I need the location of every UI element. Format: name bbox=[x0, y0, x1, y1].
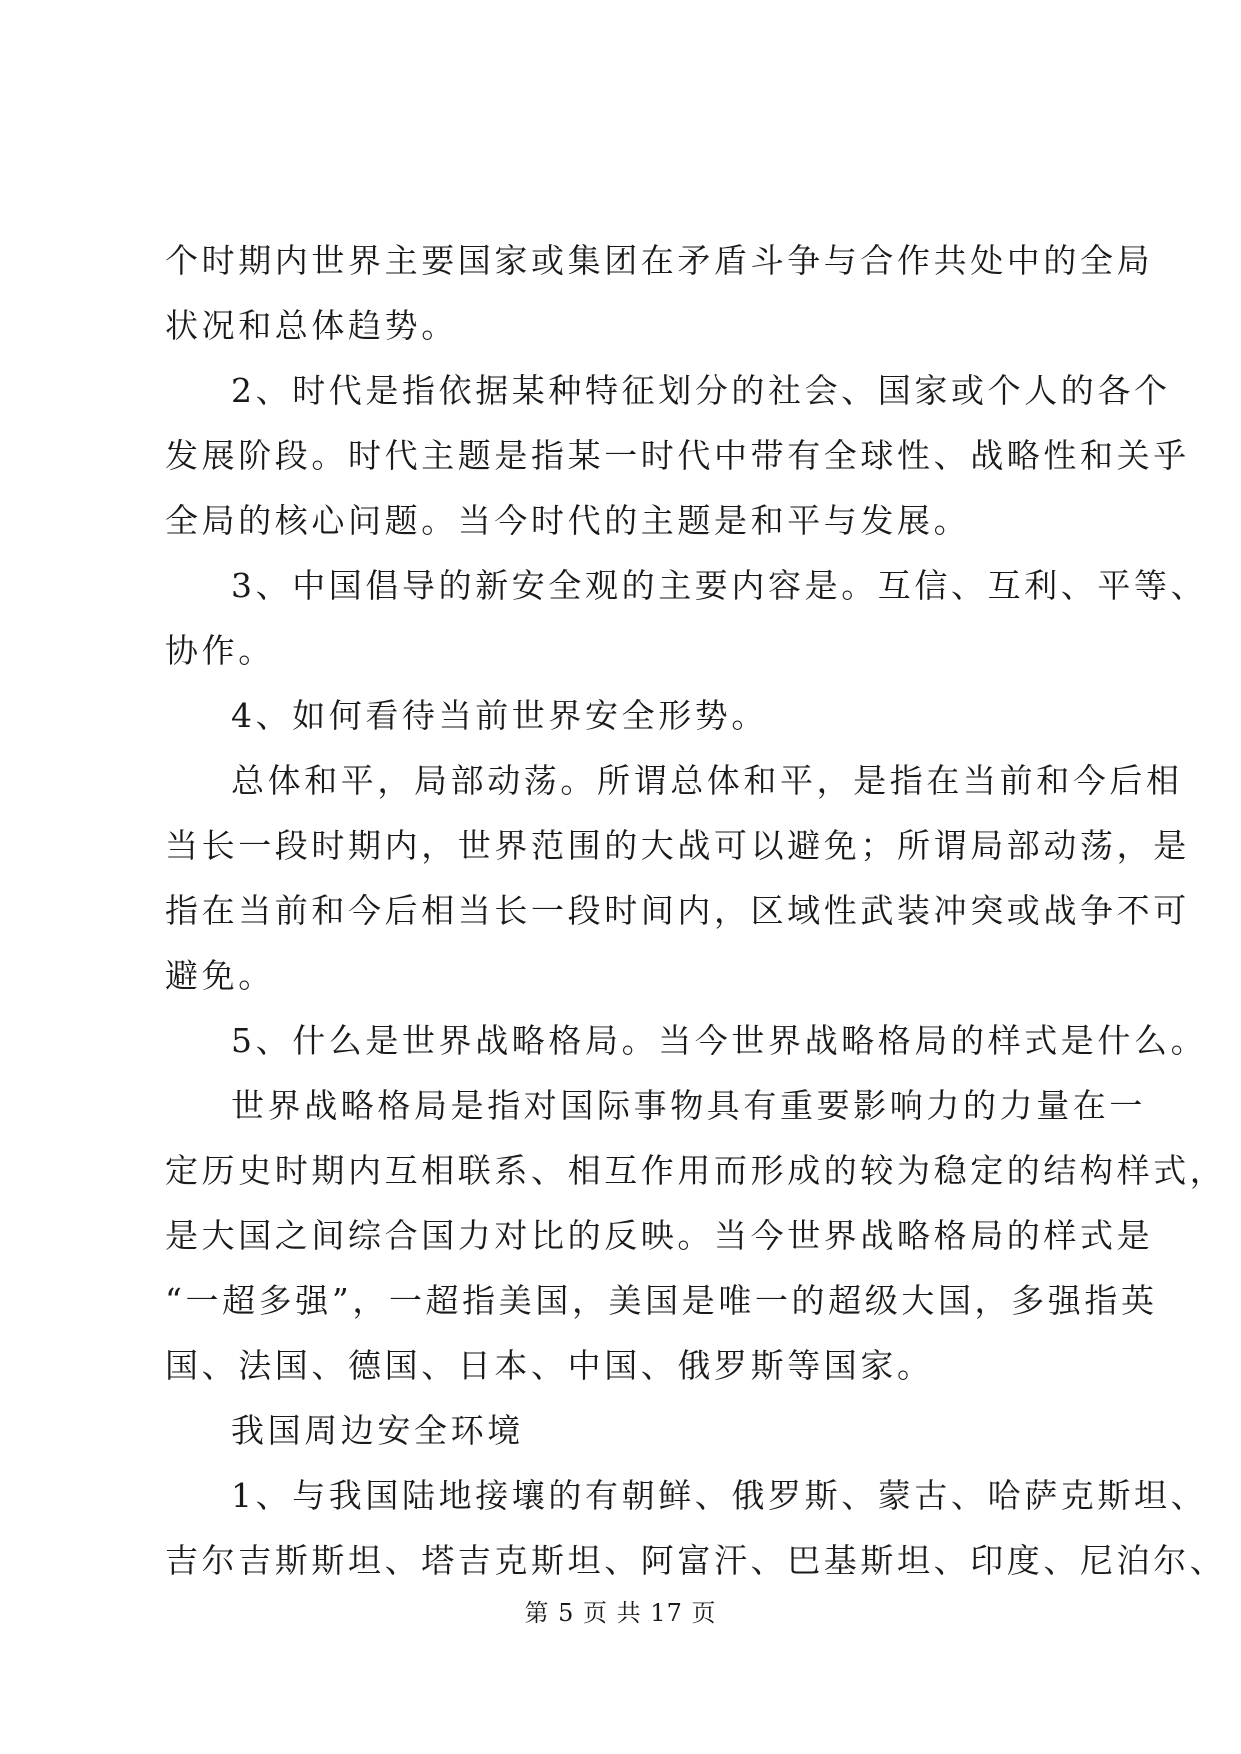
text-line: 5、什么是世界战略格局。当今世界战略格局的样式是什么。 bbox=[231, 1021, 1208, 1060]
text-line: 总体和平，局部动荡。所谓总体和平，是指在当前和今后相 bbox=[231, 761, 1183, 800]
section-heading: 我国周边安全环境 bbox=[231, 1411, 524, 1450]
text-line: 当长一段时期内，世界范围的大战可以避免；所谓局部动荡，是 bbox=[165, 826, 1190, 865]
text-line: 4、如何看待当前世界安全形势。 bbox=[231, 696, 768, 735]
text-line: 3、中国倡导的新安全观的主要内容是。互信、互利、平等、 bbox=[231, 566, 1208, 605]
text-line: 世界战略格局是指对国际事物具有重要影响力的力量在一 bbox=[231, 1086, 1146, 1125]
text-line: 指在当前和今后相当长一段时间内，区域性武装冲突或战争不可 bbox=[165, 891, 1190, 930]
document-body bbox=[165, 228, 1227, 1593]
text-line: 协作。 bbox=[165, 631, 275, 670]
text-line: 个时期内世界主要国家或集团在矛盾斗争与合作共处中的全局 bbox=[165, 241, 1154, 280]
text-line: 吉尔吉斯斯坦、塔吉克斯坦、阿富汗、巴基斯坦、印度、尼泊尔、 bbox=[165, 1541, 1227, 1580]
text-line: 定历史时期内互相联系、相互作用而形成的较为稳定的结构样式， bbox=[165, 1151, 1227, 1190]
text-line: 避免。 bbox=[165, 956, 275, 995]
page-footer: 第 5 页 共 17 页 bbox=[524, 1599, 717, 1627]
text-line: 全局的核心问题。当今时代的主题是和平与发展。 bbox=[165, 501, 971, 540]
text-line: “一超多强”，一超指美国，美国是唯一的超级大国，多强指英 bbox=[165, 1281, 1158, 1320]
text-line: 1、与我国陆地接壤的有朝鲜、俄罗斯、蒙古、哈萨克斯坦、 bbox=[231, 1476, 1208, 1515]
text-line: 发展阶段。时代主题是指某一时代中带有全球性、战略性和关乎 bbox=[165, 436, 1190, 475]
text-line: 2、时代是指依据某种特征划分的社会、国家或个人的各个 bbox=[231, 371, 1171, 410]
text-line: 是大国之间综合国力对比的反映。当今世界战略格局的样式是 bbox=[165, 1216, 1154, 1255]
text-line: 状况和总体趋势。 bbox=[165, 306, 458, 345]
text-line: 国、法国、德国、日本、中国、俄罗斯等国家。 bbox=[165, 1346, 934, 1385]
